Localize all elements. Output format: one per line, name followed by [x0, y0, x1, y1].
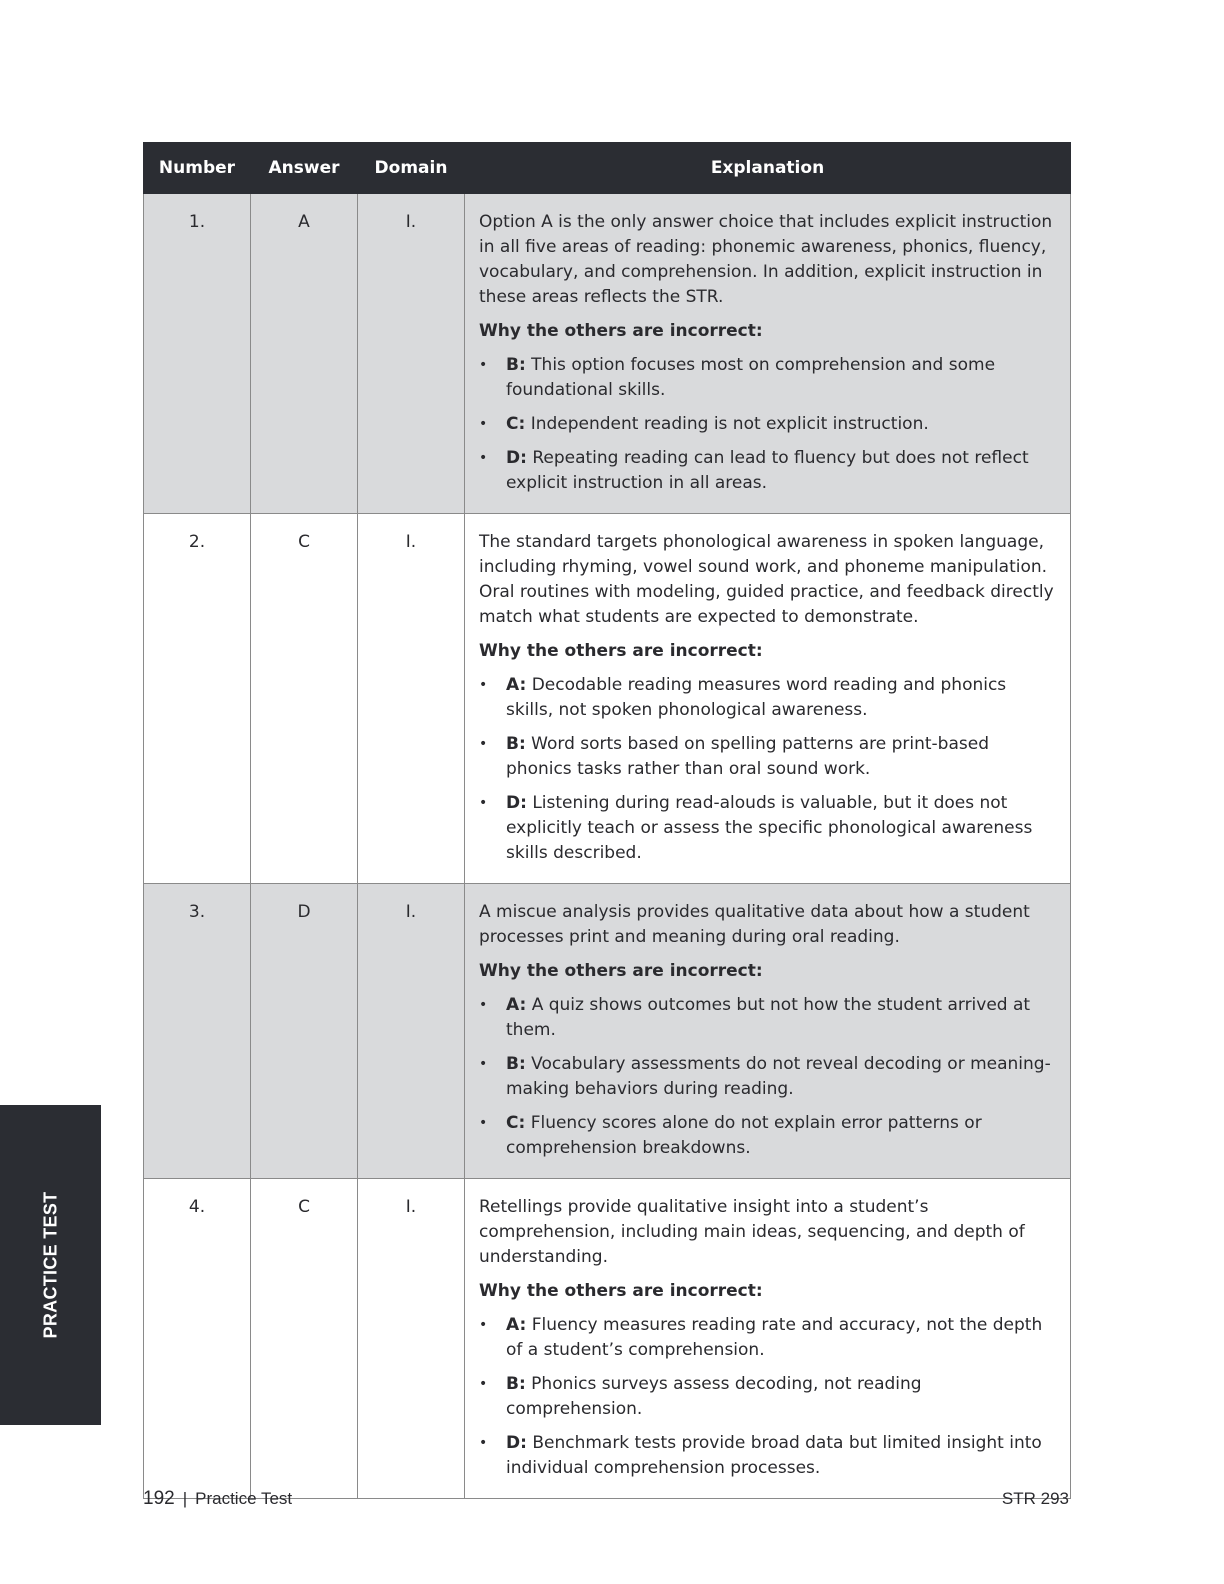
- reason-text: Repeating reading can lead to fluency but does not reflect explicit instruction in all areas.: [506, 448, 1029, 493]
- why-incorrect-heading: Why the others are incorrect:: [479, 641, 763, 661]
- option-letter: A:: [506, 675, 527, 695]
- reason-text: Vocabulary assessments do not reveal decoding or meaning-making behaviors during reading.: [506, 1054, 1051, 1099]
- option-letter: D:: [506, 793, 527, 813]
- section-side-tab: [0, 1105, 101, 1425]
- question-number: 2.: [144, 514, 251, 884]
- exam-code: STR 293: [1001, 1489, 1069, 1508]
- list-item: [479, 1313, 1056, 1363]
- reason-text: Fluency scores alone do not explain error patterns or comprehension breakdowns.: [506, 1113, 982, 1158]
- domain-value: I.: [358, 1179, 465, 1499]
- table-row: [144, 1179, 1071, 1499]
- domain-value: I.: [358, 514, 465, 884]
- page-number: 192: [143, 1488, 175, 1509]
- reason-text: This option focuses most on comprehension and some foundational skills.: [506, 355, 996, 400]
- reason-text: Decodable reading measures word reading and phonics skills, not spoken phonological awareness.: [506, 675, 1007, 720]
- explanation-text: A miscue analysis provides qualitative data about how a student processes print and meaning during oral reading.: [479, 902, 1030, 947]
- domain-value: I.: [358, 194, 465, 514]
- option-letter: B:: [506, 355, 526, 375]
- list-item: [479, 993, 1056, 1043]
- table-row: [144, 884, 1071, 1179]
- list-item: [479, 732, 1056, 782]
- option-letter: B:: [506, 734, 526, 754]
- answer-letter: D: [251, 884, 358, 1179]
- question-number: 3.: [144, 884, 251, 1179]
- explanation-text: The standard targets phonological awareness in spoken language, including rhyming, vowel sound work, and phoneme manipulation. Oral routines with modeling, guided practice, and feedback directly match what students are expected to demonstrate.: [479, 532, 1054, 627]
- answer-letter: A: [251, 194, 358, 514]
- option-letter: D:: [506, 448, 527, 468]
- question-number: 1.: [144, 194, 251, 514]
- answer-letter: C: [251, 514, 358, 884]
- list-item: [479, 1111, 1056, 1161]
- footer-separator: |: [182, 1489, 188, 1508]
- reason-text: Benchmark tests provide broad data but limited insight into individual comprehension processes.: [506, 1433, 1042, 1478]
- incorrect-reasons-list: [479, 673, 1056, 866]
- why-incorrect-heading: Why the others are incorrect:: [479, 961, 763, 981]
- header-explanation: Explanation: [465, 143, 1071, 194]
- option-letter: C:: [506, 1113, 526, 1133]
- incorrect-reasons-list: [479, 353, 1056, 496]
- option-letter: A:: [506, 1315, 527, 1335]
- domain-value: I.: [358, 884, 465, 1179]
- why-incorrect-heading: Why the others are incorrect:: [479, 321, 763, 341]
- header-number: Number: [144, 143, 251, 194]
- header-answer: Answer: [251, 143, 358, 194]
- incorrect-reasons-list: [479, 1313, 1056, 1481]
- reason-text: Fluency measures reading rate and accuracy, not the depth of a student’s comprehension.: [506, 1315, 1043, 1360]
- table-header-row: [144, 143, 1071, 194]
- explanation-cell: [465, 514, 1071, 884]
- explanation-text: Retellings provide qualitative insight into a student’s comprehension, including main ideas, sequencing, and depth of understanding.: [479, 1197, 1025, 1267]
- option-letter: D:: [506, 1433, 527, 1453]
- list-item: [479, 446, 1056, 496]
- reason-text: Independent reading is not explicit instruction.: [530, 414, 929, 434]
- list-item: [479, 791, 1056, 866]
- reason-text: Phonics surveys assess decoding, not reading comprehension.: [506, 1374, 922, 1419]
- list-item: [479, 1431, 1056, 1481]
- explanation-cell: [465, 884, 1071, 1179]
- question-number: 4.: [144, 1179, 251, 1499]
- answer-explanation-table: [143, 142, 1071, 1499]
- section-name: Practice Test: [195, 1489, 293, 1508]
- list-item: [479, 353, 1056, 403]
- option-letter: B:: [506, 1374, 526, 1394]
- list-item: [479, 1372, 1056, 1422]
- list-item: [479, 673, 1056, 723]
- list-item: [479, 1052, 1056, 1102]
- reason-text: A quiz shows outcomes but not how the student arrived at them.: [506, 995, 1031, 1040]
- incorrect-reasons-list: [479, 993, 1056, 1161]
- explanation-text: Option A is the only answer choice that includes explicit instruction in all five areas of reading: phonemic awareness, phonics, fluency, vocabulary, and comprehension. In addition, explicit instruction in these areas reflects the STR.: [479, 212, 1053, 307]
- option-letter: A:: [506, 995, 527, 1015]
- page-footer-left: [143, 1488, 292, 1510]
- side-tab-label: PRACTICE TEST: [40, 1191, 60, 1339]
- table-row: [144, 514, 1071, 884]
- explanation-cell: [465, 1179, 1071, 1499]
- why-incorrect-heading: Why the others are incorrect:: [479, 1281, 763, 1301]
- reason-text: Word sorts based on spelling patterns are print-based phonics tasks rather than oral sound work.: [506, 734, 990, 779]
- option-letter: B:: [506, 1054, 526, 1074]
- header-domain: Domain: [358, 143, 465, 194]
- reason-text: Listening during read-alouds is valuable, but it does not explicitly teach or assess the specific phonological awareness skills described.: [506, 793, 1033, 863]
- explanation-cell: [465, 194, 1071, 514]
- table-row: [144, 194, 1071, 514]
- option-letter: C:: [506, 414, 526, 434]
- answer-letter: C: [251, 1179, 358, 1499]
- list-item: [479, 412, 1056, 437]
